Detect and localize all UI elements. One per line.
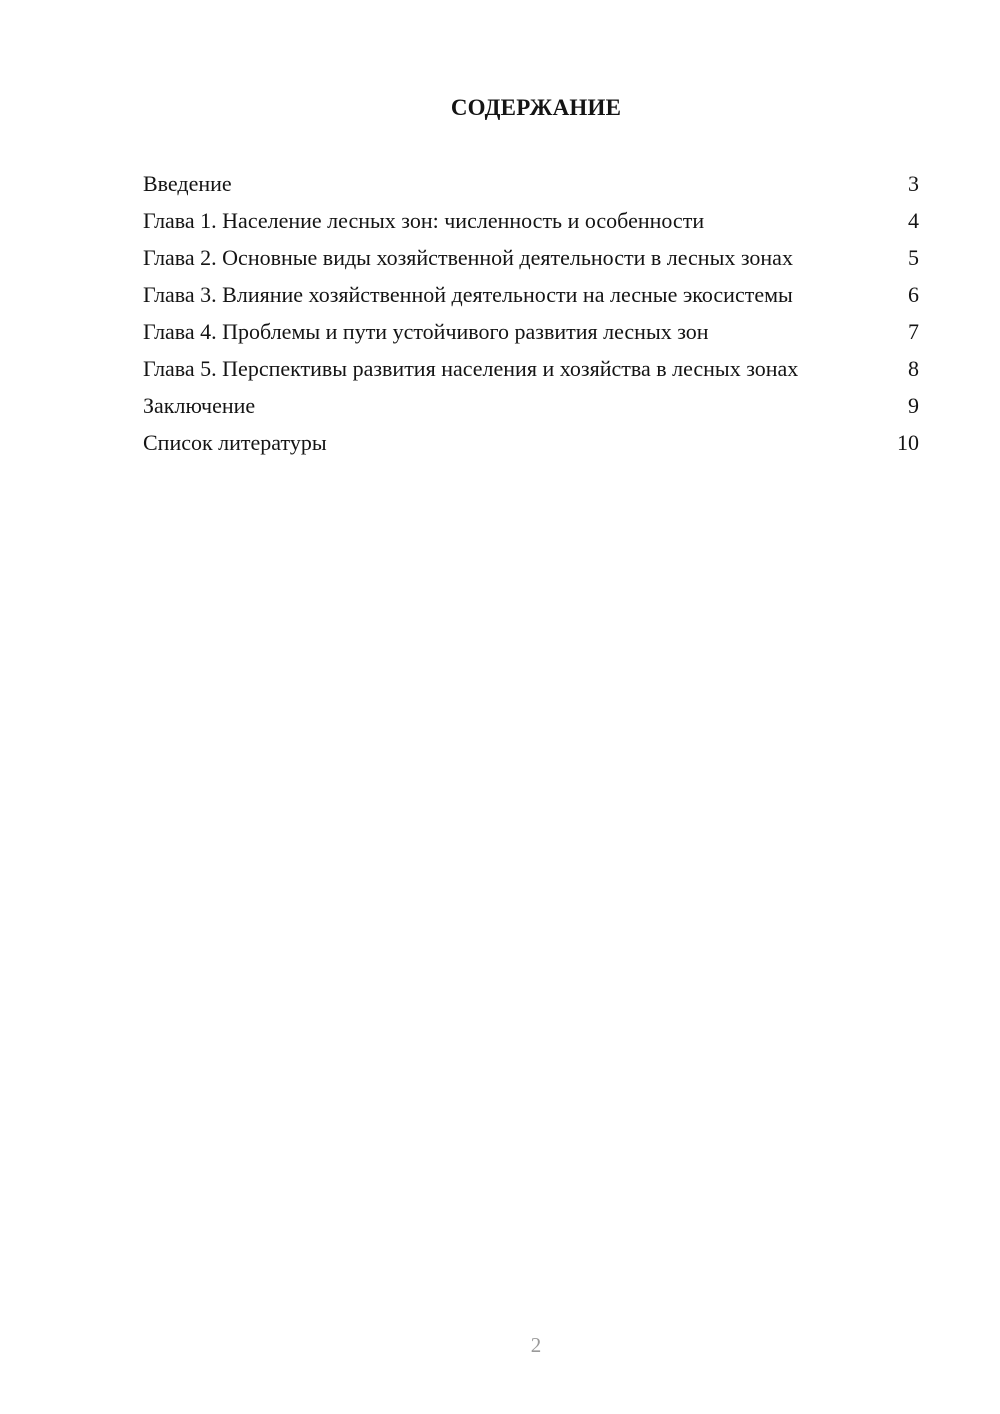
table-of-contents — [143, 170, 919, 466]
toc-entry-text: Глава 2. Основные виды хозяйственной деятельности в лесных зонах — [143, 245, 793, 270]
toc-entry — [143, 170, 919, 197]
toc-entry-text: Заключение — [143, 393, 256, 418]
toc-entry — [143, 244, 919, 271]
toc-entry — [143, 355, 919, 382]
toc-entry-text: Глава 4. Проблемы и пути устойчивого развития лесных зон — [143, 319, 709, 344]
toc-entry-text: Список литературы — [143, 430, 327, 455]
toc-entry-text: Глава 3. Влияние хозяйственной деятельности на лесные экосистемы — [143, 282, 793, 307]
toc-entry — [143, 281, 919, 308]
toc-entry-page: 3 — [908, 171, 919, 196]
toc-entry-page: 10 — [897, 430, 919, 455]
toc-entry-text: Глава 1. Население лесных зон: численность и особенности — [143, 208, 705, 233]
toc-entry — [143, 392, 919, 419]
toc-entry-page: 8 — [908, 356, 919, 381]
toc-entry-page: 6 — [908, 282, 919, 307]
toc-entry-text: Глава 5. Перспективы развития населения и хозяйства в лесных зонах — [143, 356, 799, 381]
toc-entry — [143, 318, 919, 345]
toc-entry-page: 9 — [908, 393, 919, 418]
toc-entry-page: 5 — [908, 245, 919, 270]
toc-title: СОДЕРЖАНИЕ — [450, 95, 622, 120]
toc-entry-page: 4 — [908, 208, 919, 233]
toc-entry — [143, 207, 919, 234]
toc-entry-text: Введение — [143, 171, 232, 196]
toc-entry — [143, 429, 919, 456]
page-number: 2 — [530, 1333, 542, 1357]
toc-entry-page: 7 — [908, 319, 919, 344]
